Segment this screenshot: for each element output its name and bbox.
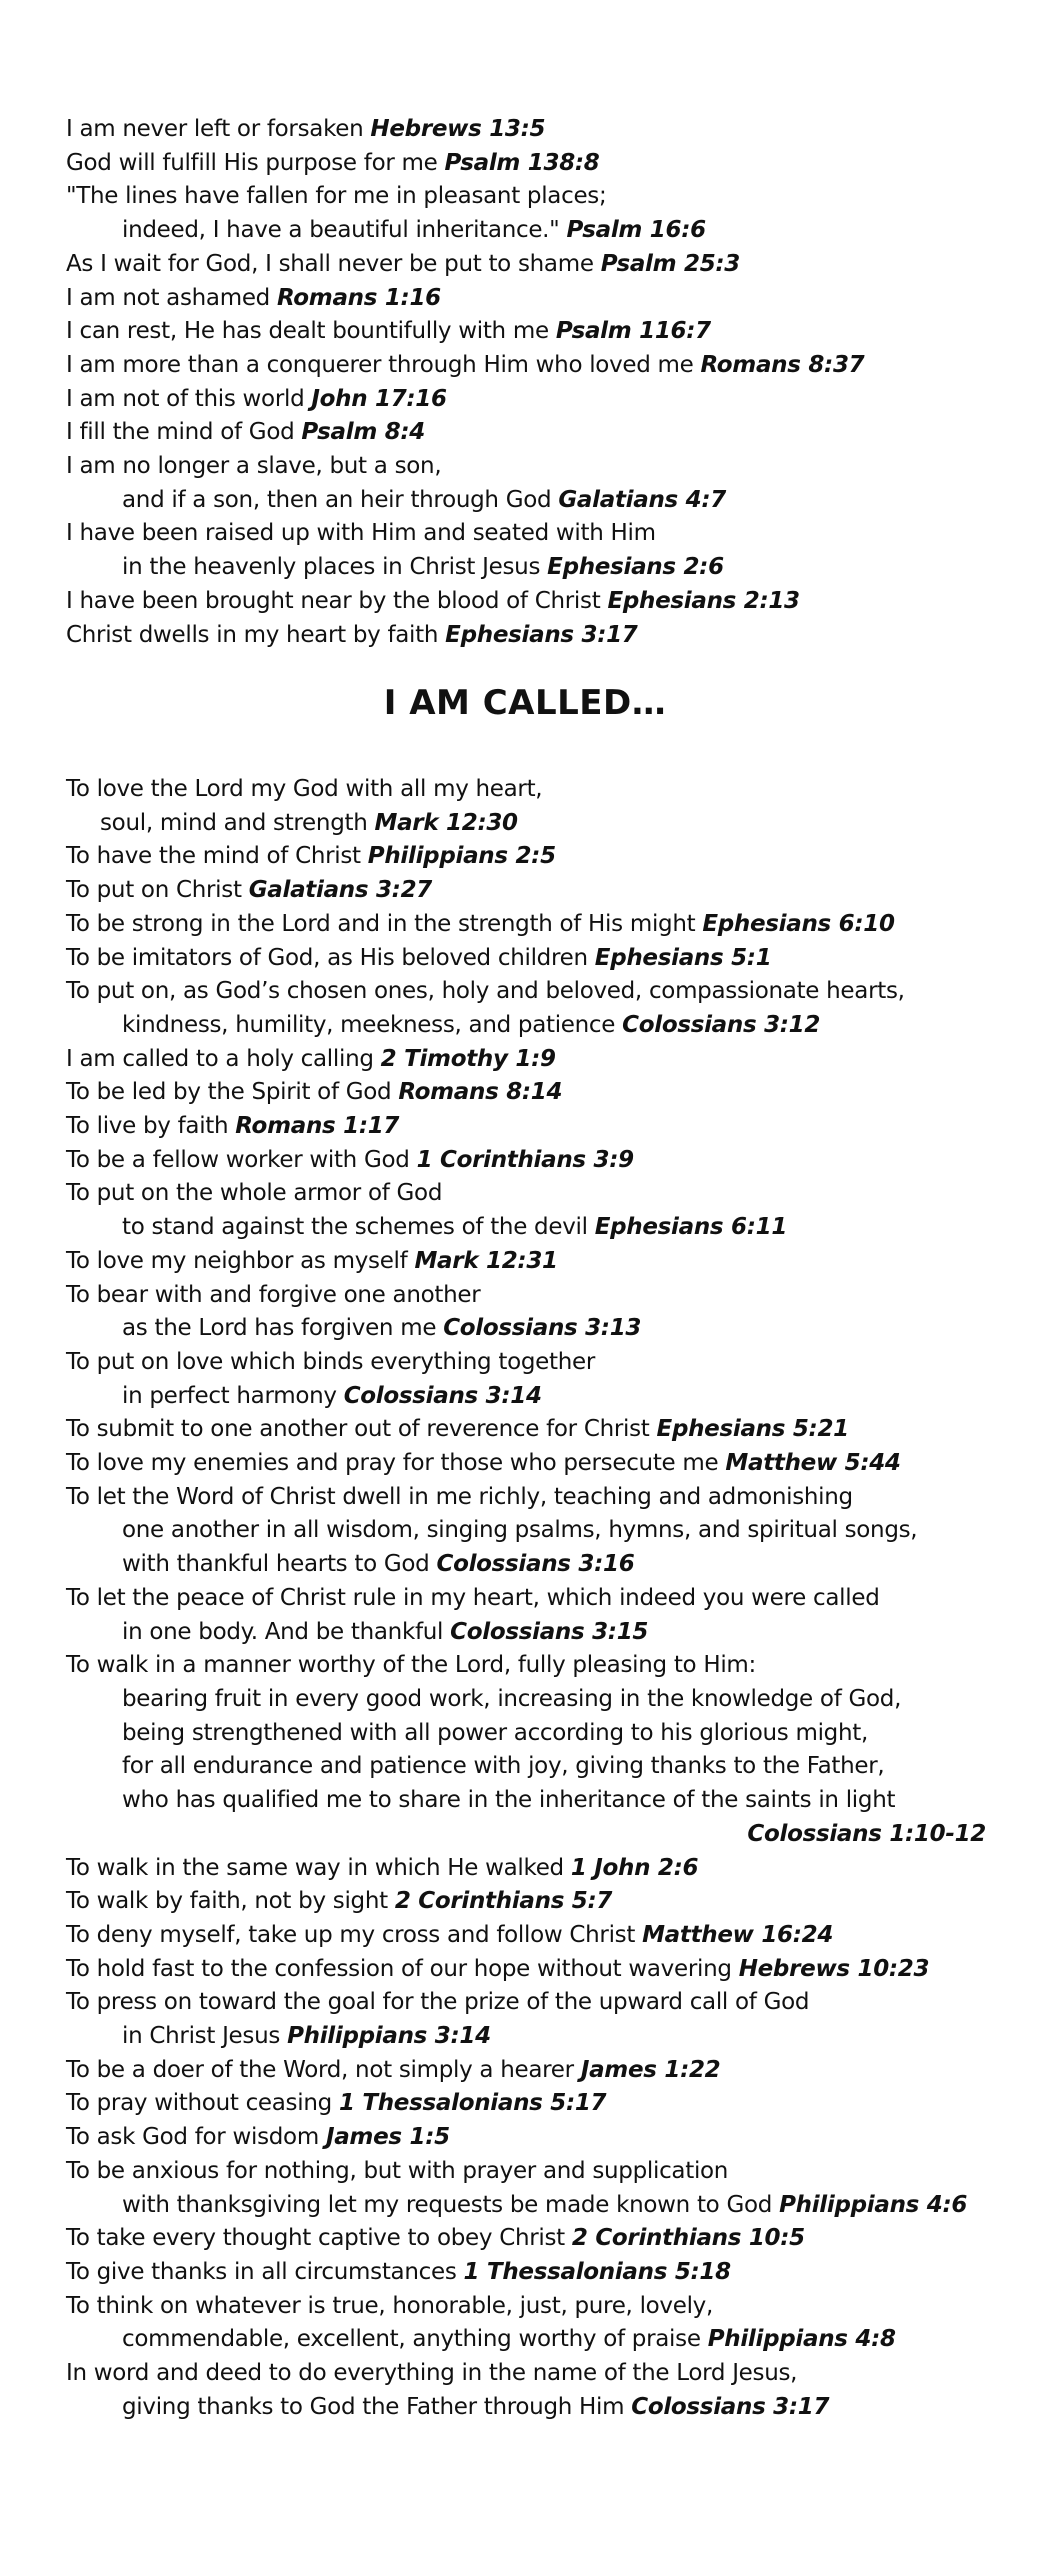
scripture-reference: Ephesians 3:17: [445, 621, 638, 648]
statement-line: [66, 1582, 986, 1616]
statement-continuation-line: [66, 1380, 986, 1414]
statement-line: [66, 1852, 986, 1886]
scripture-reference: Ephesians 5:21: [656, 1416, 849, 1443]
scripture-reference: Philippians 3:14: [287, 2023, 491, 2050]
statement-text: To love the Lord my God with all my heart,: [66, 776, 543, 802]
scripture-reference: 1 John 2:6: [570, 1854, 699, 1881]
statement-text: To take every thought captive to obey Christ: [66, 2225, 565, 2252]
statement-continuation-line: [66, 1312, 986, 1346]
statement-text: I am more than a conquerer through Him who loved me: [66, 351, 694, 378]
statement-text: I am no longer a slave, but a son,: [66, 453, 442, 480]
statement-line: [66, 1177, 986, 1211]
statement-text: To put on love which binds everything together: [66, 1348, 595, 1375]
statement-text: one another in all wisdom, singing psalms, hymns, and spiritual songs,: [122, 1517, 918, 1544]
scripture-reference: Matthew 5:44: [725, 1450, 901, 1477]
scripture-reference: Galatians 4:7: [558, 486, 726, 513]
statement-continuation-line: [66, 2020, 986, 2054]
statement-line: [66, 1919, 986, 1953]
statement-line: [66, 1447, 986, 1481]
statement-continuation-line: [66, 1548, 986, 1582]
statement-text: To give thanks in all circumstances: [66, 2258, 457, 2285]
statement-line: [66, 874, 986, 908]
statement-line: [66, 282, 986, 316]
statement-line: [66, 1110, 986, 1144]
statement-line: [66, 840, 986, 874]
statement-line: [66, 450, 986, 484]
statement-text: As I wait for God, I shall never be put to shame: [66, 250, 594, 277]
statement-line: [66, 1043, 986, 1077]
statement-continuation-line: [66, 551, 986, 585]
statement-text: To ask God for wisdom: [66, 2124, 319, 2151]
statement-line: [66, 773, 986, 807]
statement-line: [66, 180, 986, 214]
statement-text: who has qualified me to share in the inheritance of the saints in light: [122, 1787, 896, 1814]
section-heading-called: I AM CALLED…: [383, 683, 667, 723]
statement-line: [66, 1413, 986, 1447]
scripture-reference: Colossians 3:14: [343, 1382, 542, 1409]
statement-continuation-line: [66, 2391, 986, 2425]
statement-text: To pray without ceasing: [66, 2090, 332, 2117]
statement-continuation-line: [66, 1717, 986, 1751]
statement-text: I am called to a holy calling: [66, 1045, 374, 1072]
scripture-reference: Mark 12:30: [374, 809, 518, 836]
statement-text: indeed, I have a beautiful inheritance.": [122, 217, 560, 244]
statement-line: [66, 1818, 986, 1852]
statement-line: [66, 113, 986, 147]
statement-text: To let the Word of Christ dwell in me richly, teaching and admonishing: [66, 1483, 853, 1510]
statement-text: I am not ashamed: [66, 284, 270, 311]
scripture-reference: Hebrews 13:5: [370, 116, 546, 142]
scripture-reference: Romans 8:14: [398, 1079, 563, 1106]
statement-continuation-line: [66, 214, 986, 248]
scripture-reference: Colossians 3:12: [622, 1011, 821, 1038]
statement-text: To love my enemies and pray for those who persecute me: [66, 1450, 719, 1477]
statement-continuation-line: [66, 807, 986, 841]
statement-text: To be strong in the Lord and in the strength of His might: [66, 910, 696, 937]
statement-continuation-line: [66, 2189, 986, 2223]
statement-text: To put on, as God’s chosen ones, holy and beloved, compassionate hearts,: [66, 978, 905, 1005]
scripture-reference: Colossians 3:17: [631, 2393, 830, 2420]
statement-text: To be a doer of the Word, not simply a hearer: [66, 2056, 574, 2083]
statement-text: in the heavenly places in Christ Jesus: [122, 554, 541, 581]
statement-text: To walk by faith, not by sight: [66, 1888, 388, 1915]
scripture-reference: Romans 8:37: [700, 351, 865, 378]
scripture-reference: James 1:22: [580, 2056, 721, 2083]
statement-line: [66, 2256, 986, 2290]
scripture-reference: Colossians 1:10-12: [747, 1820, 986, 1847]
statement-text: Christ dwells in my heart by faith: [66, 621, 439, 648]
statement-text: I can rest, He has dealt bountifully with me: [66, 318, 549, 345]
scripture-reference: Colossians 3:16: [436, 1551, 635, 1578]
scripture-reference: 1 Corinthians 3:9: [416, 1146, 634, 1173]
scripture-reference: Psalm 138:8: [444, 149, 600, 176]
statement-line: [66, 2054, 986, 2088]
statement-line: [66, 1649, 986, 1683]
statement-line: [66, 908, 986, 942]
statement-text: To be imitators of God, as His beloved children: [66, 944, 588, 971]
statement-text: In word and deed to do everything in the name of the Lord Jesus,: [66, 2360, 798, 2387]
statement-line: [66, 1144, 986, 1178]
scripture-reference: Colossians 3:13: [443, 1315, 642, 1342]
statement-line: [66, 383, 986, 417]
statement-text: God will fulfill His purpose for me: [66, 149, 438, 176]
scripture-reference: 2 Timothy 1:9: [380, 1045, 556, 1072]
statement-continuation-line: [66, 1009, 986, 1043]
scripture-reference: Romans 1:16: [277, 284, 441, 311]
scripture-reference: Psalm 116:7: [555, 318, 711, 345]
statement-text: To think on whatever is true, honorable, just, pure, lovely,: [66, 2292, 714, 2319]
statement-continuation-line: [66, 1683, 986, 1717]
statement-line: [66, 1245, 986, 1279]
statement-text: To have the mind of Christ: [66, 843, 361, 870]
statement-text: in Christ Jesus: [122, 2023, 281, 2050]
statement-text: kindness, humility, meekness, and patience: [122, 1011, 616, 1038]
statement-text: To hold fast to the confession of our hope without wavering: [66, 1955, 732, 1982]
statement-line: [66, 1953, 986, 1987]
statement-continuation-line: [66, 1784, 986, 1818]
statement-line: [66, 2290, 986, 2324]
statement-line: [66, 1279, 986, 1313]
statement-line: [66, 2357, 986, 2391]
statement-line: [66, 1346, 986, 1380]
scripture-reference: Philippians 4:6: [779, 2191, 968, 2218]
statement-line: [66, 975, 986, 1009]
scripture-reference: Ephesians 6:10: [702, 910, 895, 937]
scripture-reference: Philippians 4:8: [707, 2326, 896, 2353]
scripture-reference: Ephesians 5:1: [594, 944, 772, 971]
scripture-reference: Philippians 2:5: [367, 843, 556, 870]
scripture-reference: Ephesians 6:11: [594, 1214, 788, 1241]
statement-text: To be led by the Spirit of God: [66, 1079, 392, 1106]
scripture-reference: 1 Thessalonians 5:17: [338, 2090, 607, 2117]
scripture-reference: Psalm 16:6: [566, 217, 706, 244]
statement-text: To submit to one another out of reverence for Christ: [66, 1416, 650, 1443]
statement-continuation-line: [66, 1616, 986, 1650]
statement-text: I am not of this world: [66, 385, 305, 412]
statement-line: [66, 147, 986, 181]
statement-text: to stand against the schemes of the devil: [122, 1214, 588, 1241]
statement-line: [66, 2222, 986, 2256]
statement-text: commendable, excellent, anything worthy of praise: [122, 2326, 701, 2353]
statement-continuation-line: [66, 484, 986, 518]
statement-text: To walk in a manner worthy of the Lord, fully pleasing to Him:: [66, 1652, 756, 1679]
statement-text: as the Lord has forgiven me: [122, 1315, 437, 1342]
statement-continuation-line: [66, 1211, 986, 1245]
scripture-reference: Psalm 8:4: [301, 419, 426, 446]
statement-line: [66, 1986, 986, 2020]
statement-line: [66, 1885, 986, 1919]
statement-line: [66, 2087, 986, 2121]
statement-text: To be a fellow worker with God: [66, 1146, 410, 1173]
statement-text: To live by faith: [66, 1113, 229, 1140]
statement-text: for all endurance and patience with joy, giving thanks to the Father,: [122, 1753, 885, 1780]
statement-text: To be anxious for nothing, but with prayer and supplication: [66, 2157, 729, 2184]
scripture-reference: 1 Thessalonians 5:18: [463, 2258, 731, 2285]
statement-text: To put on Christ: [66, 877, 242, 904]
statement-text: I have been raised up with Him and seated with Him: [66, 520, 656, 547]
statement-line: [66, 2121, 986, 2155]
statement-text: in one body. And be thankful: [122, 1618, 444, 1645]
statement-text: To deny myself, take up my cross and follow Christ: [66, 1921, 636, 1948]
statement-text: giving thanks to God the Father through Him: [122, 2393, 625, 2420]
statement-text: To let the peace of Christ rule in my heart, which indeed you were called: [66, 1584, 880, 1611]
statement-text: I have been brought near by the blood of Christ: [66, 587, 601, 614]
statement-text: bearing fruit in every good work, increasing in the knowledge of God,: [122, 1685, 902, 1712]
statement-line: [66, 349, 986, 383]
statement-line: [66, 2155, 986, 2189]
statement-line: [66, 585, 986, 619]
scripture-reference: Ephesians 2:13: [607, 587, 800, 614]
statement-text: in perfect harmony: [122, 1382, 337, 1409]
statement-continuation-line: [66, 2323, 986, 2357]
statement-text: with thanksgiving let my requests be made known to God: [122, 2191, 773, 2218]
statement-text: To put on the whole armor of God: [66, 1180, 443, 1207]
statement-text: To love my neighbor as myself: [66, 1247, 408, 1274]
called-statements: [66, 773, 986, 2424]
scripture-reference: Galatians 3:27: [248, 877, 432, 904]
scripture-reference: Mark 12:31: [414, 1247, 558, 1274]
statement-text: To press on toward the goal for the prize of the upward call of God: [66, 1989, 810, 2016]
scripture-reference: 2 Corinthians 10:5: [571, 2225, 805, 2252]
statement-line: [66, 1076, 986, 1110]
statement-line: [66, 416, 986, 450]
scripture-reference: Hebrews 10:23: [738, 1955, 930, 1982]
statement-line: [66, 942, 986, 976]
statement-text: To bear with and forgive one another: [66, 1281, 481, 1308]
statement-line: [66, 248, 986, 282]
statement-text: To walk in the same way in which He walked: [66, 1854, 564, 1881]
statement-line: [66, 315, 986, 349]
statement-text: I fill the mind of God: [66, 419, 295, 446]
statement-continuation-line: [66, 1750, 986, 1784]
scripture-reference: Matthew 16:24: [642, 1921, 834, 1948]
statement-line: [66, 517, 986, 551]
scripture-reference: Ephesians 2:6: [547, 554, 724, 581]
scripture-reference: Romans 1:17: [235, 1113, 400, 1140]
statement-line: [66, 1481, 986, 1515]
statement-text: with thankful hearts to God: [122, 1551, 430, 1578]
statement-text: being strengthened with all power according to his glorious might,: [122, 1719, 868, 1746]
statement-text: soul, mind and strength: [100, 809, 368, 836]
statement-text: "The lines have fallen for me in pleasant places;: [66, 183, 607, 210]
scripture-reference: James 1:5: [325, 2124, 450, 2151]
statement-line: [66, 619, 986, 653]
statement-text: and if a son, then an heir through God: [122, 486, 552, 513]
scripture-reference: Colossians 3:15: [450, 1618, 649, 1645]
identity-statements: [66, 113, 986, 652]
statement-text: I am never left or forsaken: [66, 116, 364, 142]
scripture-reference: 2 Corinthians 5:7: [394, 1888, 613, 1915]
scripture-reference: John 17:16: [311, 385, 447, 412]
statement-continuation-line: [66, 1514, 986, 1548]
scripture-reference: Psalm 25:3: [600, 250, 741, 277]
